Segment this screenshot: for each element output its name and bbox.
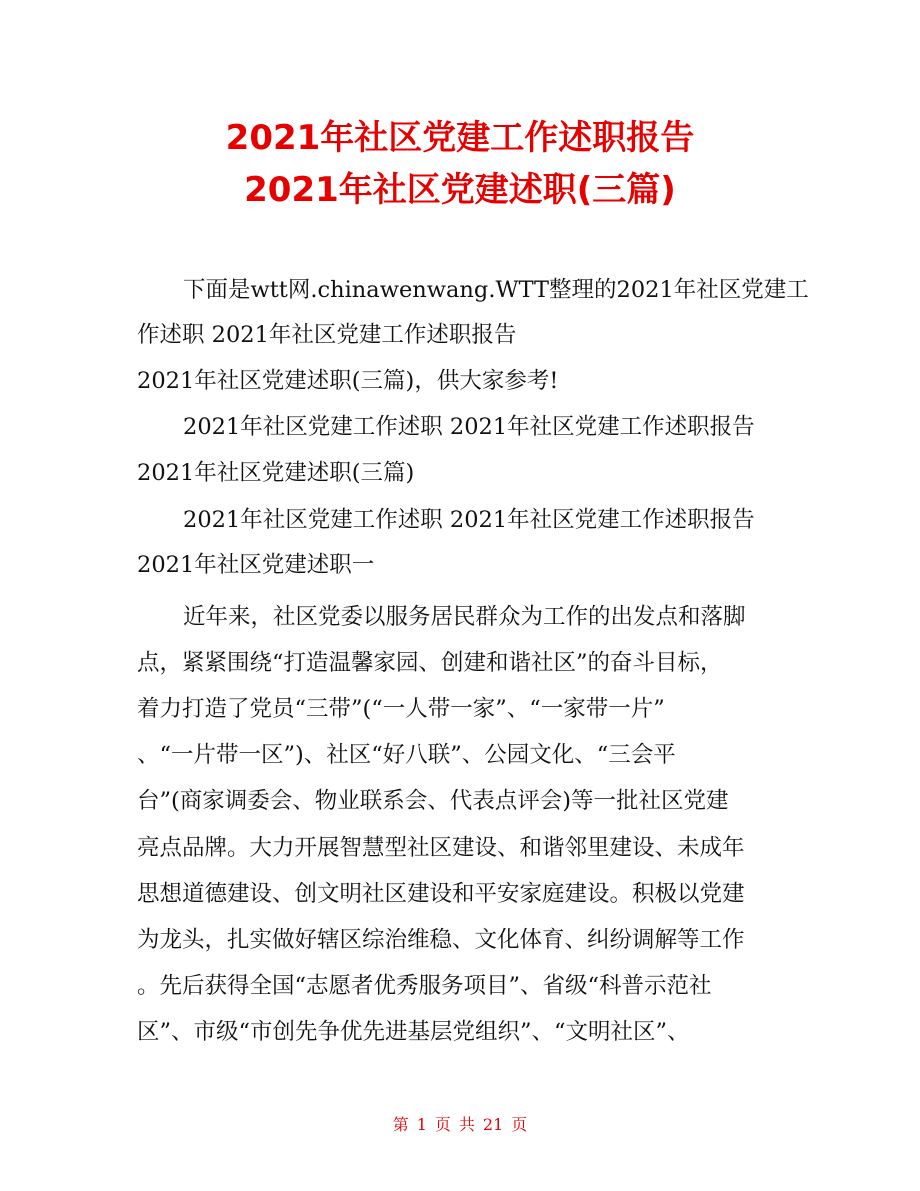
page-footer <box>0 1114 920 1136</box>
footer-total-pages: 21 <box>482 1115 504 1134</box>
body-line: 台”(商家调委会、物业联系会、代表点评会)等一批社区党建 <box>137 788 729 814</box>
footer-label-ye2: 页 <box>511 1115 528 1134</box>
body-line: 下面是wtt网.chinawenwang.WTT整理的2021年社区党建工 <box>183 277 809 303</box>
footer-label-total: 共 <box>458 1115 475 1134</box>
footer-label-page: 第 <box>392 1115 409 1134</box>
document-title-line2: 2021年社区党建述职(三篇) <box>244 170 676 210</box>
body-line: 2021年社区党建工作述职 2021年社区党建工作述职报告 <box>183 507 755 533</box>
body-line: 近年来，社区党委以服务居民群众为工作的出发点和落脚 <box>183 604 746 630</box>
body-line: 作述职 2021年社区党建工作述职报告 <box>137 322 517 348</box>
body-line: 区”、市级“市创先争优先进基层党组织”、“文明社区”、 <box>137 1019 690 1045</box>
body-line: 。先后获得全国“志愿者优秀服务项目”、省级“科普示范社 <box>137 973 712 999</box>
footer-label-ye: 页 <box>434 1115 451 1134</box>
footer-page-number: 1 <box>416 1115 427 1134</box>
body-line: 为龙头，扎实做好辖区综治维稳、文化体育、纠纷调解等工作 <box>137 927 745 953</box>
document-title-line1: 2021年社区党建工作述职报告 <box>225 118 695 158</box>
body-line: 点，紧紧围绕“打造温馨家园、创建和谐社区”的奋斗目标， <box>137 650 723 676</box>
body-line: 2021年社区党建述职(三篇)，供大家参考! <box>137 368 559 394</box>
body-line: 2021年社区党建述职(三篇) <box>137 460 415 486</box>
body-line: 2021年社区党建工作述职 2021年社区党建工作述职报告 <box>183 414 755 440</box>
body-line: 、“一片带一区”)、社区“好八联”、公园文化、“三会平 <box>137 742 676 768</box>
body-line: 2021年社区党建述职一 <box>137 552 375 578</box>
body-line: 亮点品牌。大力开展智慧型社区建设、和谐邻里建设、未成年 <box>137 835 745 861</box>
body-line: 思想道德建设、创文明社区建设和平安家庭建设。积极以党建 <box>137 881 745 907</box>
body-line: 着力打造了党员“三带”(“一人带一家”、“一家带一片” <box>137 696 665 722</box>
